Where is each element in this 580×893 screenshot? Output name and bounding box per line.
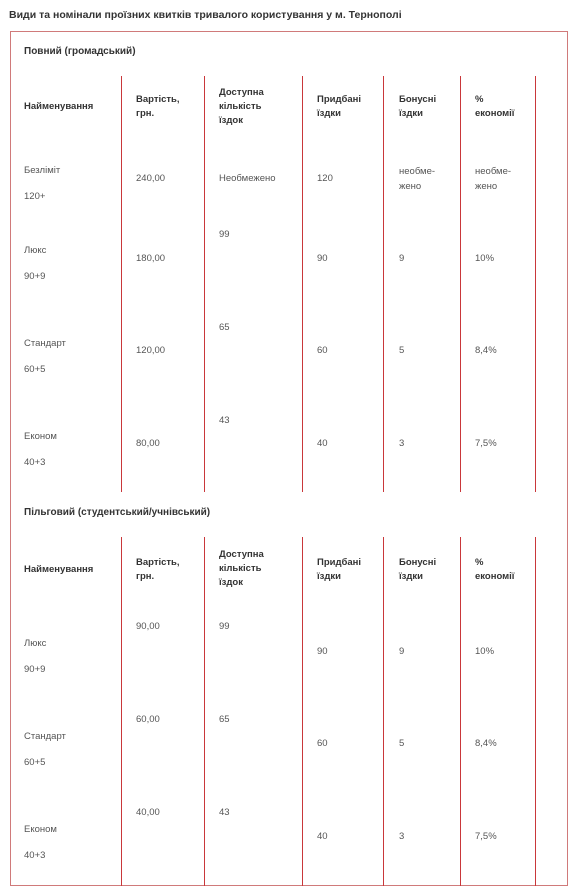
- cell-price: 90,00: [136, 621, 160, 632]
- cell-savings: 10%: [475, 646, 495, 657]
- cell-savings-line2: жено: [475, 181, 498, 192]
- header-bonus: [399, 93, 436, 121]
- header-bonus-line2: їздки: [399, 570, 424, 582]
- cell-name: [24, 724, 66, 776]
- cell-savings: [475, 164, 511, 194]
- cell-name-line1: Безліміт: [24, 165, 61, 176]
- cell-savings: 10%: [475, 253, 495, 264]
- cell-bought: 40: [317, 831, 328, 842]
- cell-name-line1: Люкс: [24, 245, 47, 256]
- cell-savings: 8,4%: [475, 738, 497, 749]
- cell-savings: 7,5%: [475, 831, 497, 842]
- header-bought-line2: їздки: [317, 107, 342, 119]
- cell-name: [24, 817, 57, 869]
- column-divider: [383, 76, 384, 492]
- header-price: [136, 93, 180, 121]
- cell-available: 43: [219, 807, 230, 818]
- cell-savings: 8,4%: [475, 345, 497, 356]
- header-savings-line1: %: [475, 557, 484, 568]
- header-bonus-line1: Бонусні: [399, 557, 437, 568]
- column-divider: [535, 76, 536, 492]
- header-name: Найменування: [24, 101, 94, 112]
- cell-name-line1: Економ: [24, 431, 57, 442]
- cell-name-line2: 60+5: [24, 757, 46, 768]
- column-divider: [460, 537, 461, 886]
- section-title-full: Повний (громадський): [24, 46, 136, 57]
- header-available-line3: їздок: [219, 576, 243, 588]
- cell-name-line2: 90+9: [24, 271, 46, 282]
- page-title: Види та номінали проїзних квитків тривалого користування у м. Тернополі: [9, 9, 402, 21]
- header-savings-line2: економії: [475, 570, 515, 582]
- header-available: [219, 548, 264, 589]
- cell-name-line2: 90+9: [24, 664, 46, 675]
- header-price-line2: грн.: [136, 107, 155, 119]
- cell-bought: 90: [317, 646, 328, 657]
- header-bought-line1: Придбані: [317, 94, 362, 105]
- column-divider: [204, 537, 205, 886]
- cell-available: 99: [219, 621, 230, 632]
- column-divider: [302, 537, 303, 886]
- cell-bonus: [399, 164, 435, 194]
- cell-price: 60,00: [136, 714, 160, 725]
- header-price-line2: грн.: [136, 570, 155, 582]
- cell-available: 65: [219, 714, 230, 725]
- header-bonus-line2: їздки: [399, 107, 424, 119]
- header-savings: [475, 556, 514, 584]
- header-bought: [317, 93, 361, 121]
- header-bought: [317, 556, 361, 584]
- cell-bonus: 3: [399, 438, 405, 449]
- header-name: Найменування: [24, 564, 94, 575]
- cell-bonus-line1: необме-: [399, 166, 436, 177]
- column-divider: [121, 76, 122, 492]
- cell-bonus: 9: [399, 253, 405, 264]
- header-available: [219, 86, 264, 127]
- cell-name: [24, 424, 57, 476]
- cell-bonus-line2: жено: [399, 181, 422, 192]
- cell-bonus: 3: [399, 831, 405, 842]
- table-frame: [10, 31, 568, 886]
- cell-savings-line1: необме-: [475, 166, 512, 177]
- cell-available: 99: [219, 229, 230, 240]
- cell-name: [24, 238, 46, 290]
- cell-name-line2: 40+3: [24, 850, 46, 861]
- header-available-line1: Доступна: [219, 549, 264, 560]
- column-divider: [383, 537, 384, 886]
- cell-name: [24, 631, 46, 683]
- section-title-discount: Пільговий (студентський/учнівський): [24, 507, 211, 518]
- cell-bonus: 5: [399, 345, 405, 356]
- header-available-line2: кількість: [219, 562, 262, 574]
- header-price-line1: Вартість,: [136, 557, 180, 568]
- cell-name-line1: Стандарт: [24, 338, 66, 349]
- cell-bonus: 5: [399, 738, 405, 749]
- column-divider: [302, 76, 303, 492]
- header-savings-line2: економії: [475, 107, 515, 119]
- cell-price: 180,00: [136, 253, 166, 264]
- header-available-line1: Доступна: [219, 87, 264, 98]
- header-savings-line1: %: [475, 94, 484, 105]
- cell-name-line2: 40+3: [24, 457, 46, 468]
- header-bonus-line1: Бонусні: [399, 94, 437, 105]
- cell-bought: 90: [317, 253, 328, 264]
- cell-available: 65: [219, 322, 230, 333]
- column-divider: [204, 76, 205, 492]
- column-divider: [121, 537, 122, 886]
- cell-name: [24, 331, 66, 383]
- cell-price: 240,00: [136, 173, 166, 184]
- cell-bought: 120: [317, 173, 333, 184]
- cell-price: 80,00: [136, 438, 160, 449]
- cell-bought: 60: [317, 345, 328, 356]
- column-divider: [535, 537, 536, 886]
- cell-available: 43: [219, 415, 230, 426]
- header-bought-line1: Придбані: [317, 557, 362, 568]
- header-price-line1: Вартість,: [136, 94, 180, 105]
- cell-name-line1: Економ: [24, 824, 57, 835]
- cell-name-line1: Стандарт: [24, 731, 66, 742]
- cell-name-line2: 120+: [24, 191, 46, 202]
- cell-savings: 7,5%: [475, 438, 497, 449]
- cell-bought: 40: [317, 438, 328, 449]
- header-price: [136, 556, 180, 584]
- cell-available: Необмежено: [219, 173, 276, 184]
- header-available-line3: їздок: [219, 114, 243, 126]
- cell-bonus: 9: [399, 646, 405, 657]
- cell-name-line2: 60+5: [24, 364, 46, 375]
- header-savings: [475, 93, 514, 121]
- cell-price: 120,00: [136, 345, 166, 356]
- column-divider: [460, 76, 461, 492]
- cell-name-line1: Люкс: [24, 638, 47, 649]
- cell-name: [24, 158, 60, 210]
- cell-bought: 60: [317, 738, 328, 749]
- cell-price: 40,00: [136, 807, 160, 818]
- header-bonus: [399, 556, 436, 584]
- header-bought-line2: їздки: [317, 570, 342, 582]
- header-available-line2: кількість: [219, 100, 262, 112]
